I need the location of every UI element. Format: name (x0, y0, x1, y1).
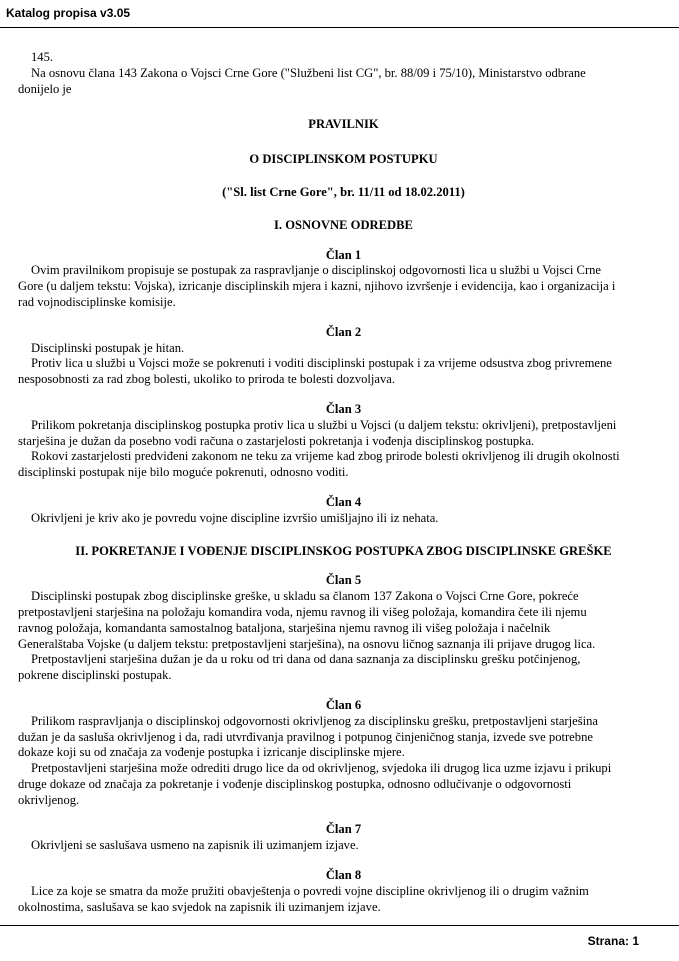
page-footer (0, 925, 679, 961)
article-text: okrivljenog. (18, 792, 80, 807)
intro-line: donijelo je (18, 81, 72, 96)
article-heading: Član 1 (325, 247, 362, 262)
article-heading: Član 3 (325, 401, 362, 416)
page-header (0, 0, 679, 28)
article-text: starješina je dužan da posebno vodi računa o zastarjelosti pokretanja i vođenja disciplinskog postupka. (18, 433, 535, 448)
article-heading: Član 8 (325, 868, 362, 883)
article-text: Protiv lica u službi u Vojsci može se pokrenuti i voditi disciplinski postupak i za vrijeme odsustva zbog privremene (31, 356, 612, 371)
article-heading: Član 5 (325, 573, 362, 588)
section-heading: I. OSNOVNE ODREDBE (274, 217, 413, 232)
intro-line: Na osnovu člana 143 Zakona o Vojsci Crne Gore ("Službeni list CG", br. 88/09 i 75/10), Ministarstvo odbrane (31, 65, 586, 80)
article-5 (18, 573, 656, 684)
article-text: Lice za koje se smatra da može pružiti obavještenja o povredi vojne discipline okrivljenog ili o drugim važnim (31, 883, 589, 898)
article-text: Rokovi zastarjelosti predviđeni zakonom ne teku za vrijeme kad zbog prirode bolesti okrivljenog ili drugih okolnosti (31, 449, 620, 464)
page-number: Strana: 1 (587, 934, 639, 948)
article-6 (18, 697, 656, 809)
article-4 (31, 495, 656, 527)
article-text: okolnostima, saslušava se kao svjedok na zapisnik ili uzimanjem izjave. (18, 899, 381, 914)
article-text: dokaze koji su od značaja za vođenje postupka i izricanje disciplinske mjere. (18, 745, 405, 760)
article-text: Prilikom raspravljanja o disciplinskoj odgovornosti okrivljenog za disciplinsku grešku, pretpostavljeni starješina (31, 713, 598, 728)
article-7 (31, 822, 656, 854)
article-text: Prilikom pokretanja disciplinskog postupka protiv lica u službi u Vojsci (u daljem tekstu: okrivljeni), pretpostavljeni (31, 417, 617, 432)
article-text: pretpostavljeni starješina na položaju komandira voda, njemu ravnog ili višeg položaja, komandira čete ili njemu (18, 604, 587, 619)
article-text: Disciplinski postupak zbog disciplinske greške, u skladu sa članom 137 Zakona o Vojsci Crne Gore, pokreće (31, 589, 579, 604)
catalog-title: Katalog propisa v3.05 (6, 6, 131, 20)
article-heading: Član 7 (325, 822, 362, 837)
article-text: nesposobnosti za rad zbog bolesti, ukoliko to priroda te bolesti dozvoljava. (18, 372, 396, 387)
article-text: Pretpostavljeni starješina može odrediti drugo lice da od okrivljenog, svjedoka ili drugog lica uzme izjavu i prikupi (31, 761, 612, 776)
article-2 (18, 324, 656, 388)
regulation-number: 145. (31, 50, 54, 64)
article-text: Pretpostavljeni starješina dužan je da u roku od tri dana od dana saznanja za disciplinsku grešku potčinjenog, (31, 652, 581, 667)
article-heading: Član 4 (325, 494, 362, 509)
article-text: Okrivljeni je kriv ako je povredu vojne discipline izvršio umišljajno ili iz nehata. (31, 510, 439, 525)
article-text: Disciplinski postupak je hitan. (31, 340, 185, 355)
article-text: Gore (u daljem tekstu: Vojska), izricanje disciplinskih mjera i kazni, njihovo izvršenje i evidencija, kao i organizacija i (18, 279, 616, 294)
article-heading: Član 6 (325, 697, 362, 712)
article-text: disciplinski postupak nije bilo moguće pokrenuti, odnosno voditi. (18, 465, 349, 480)
article-text: Ovim pravilnikom propisuje se postupak za raspravljanje o disciplinskoj odgovornosti lica u službi u Vojsci Crne (31, 263, 602, 278)
article-text: ravnog položaja, komandanta samostalnog bataljona, starješina njemu ravnog ili višeg položaja i načelnik (18, 620, 551, 635)
article-3 (18, 401, 656, 481)
gazette-reference: ("Sl. list Crne Gore", br. 11/11 od 18.02.2011) (222, 184, 465, 199)
article-text: druge dokaze od značaja za pokretanje i vođenje disciplinskog postupka, odnosno odlučivanje o odgovornosti (18, 776, 572, 791)
article-text: rad vojnodisciplinske komisije. (18, 294, 176, 309)
article-text: dužan je da sasluša okrivljenog i da, radi utvrđivanja pravilnog i potpunog činjeničnog stanja, izvede sve potrebne (18, 729, 593, 744)
document-subtitle: O DISCIPLINSKOM POSTUPKU (249, 152, 438, 167)
document-title: PRAVILNIK (308, 117, 379, 132)
article-1 (18, 247, 656, 311)
section-heading: II. POKRETANJE I VOĐENJE DISCIPLINSKOG POSTUPKA ZBOG DISCIPLINSKE GREŠKE (75, 543, 612, 558)
article-8 (18, 868, 656, 915)
article-heading: Član 2 (325, 324, 362, 339)
article-text: Generalštaba Vojske (u daljem tekstu: pretpostavljeni starješina), na osnovu ličnog saznanja ili prijave drugog lica. (18, 636, 596, 651)
document-body (18, 50, 656, 915)
article-text: Okrivljeni se saslušava usmeno na zapisnik ili uzimanjem izjave. (31, 838, 359, 853)
article-text: pokrene disciplinski postupak. (18, 668, 172, 683)
